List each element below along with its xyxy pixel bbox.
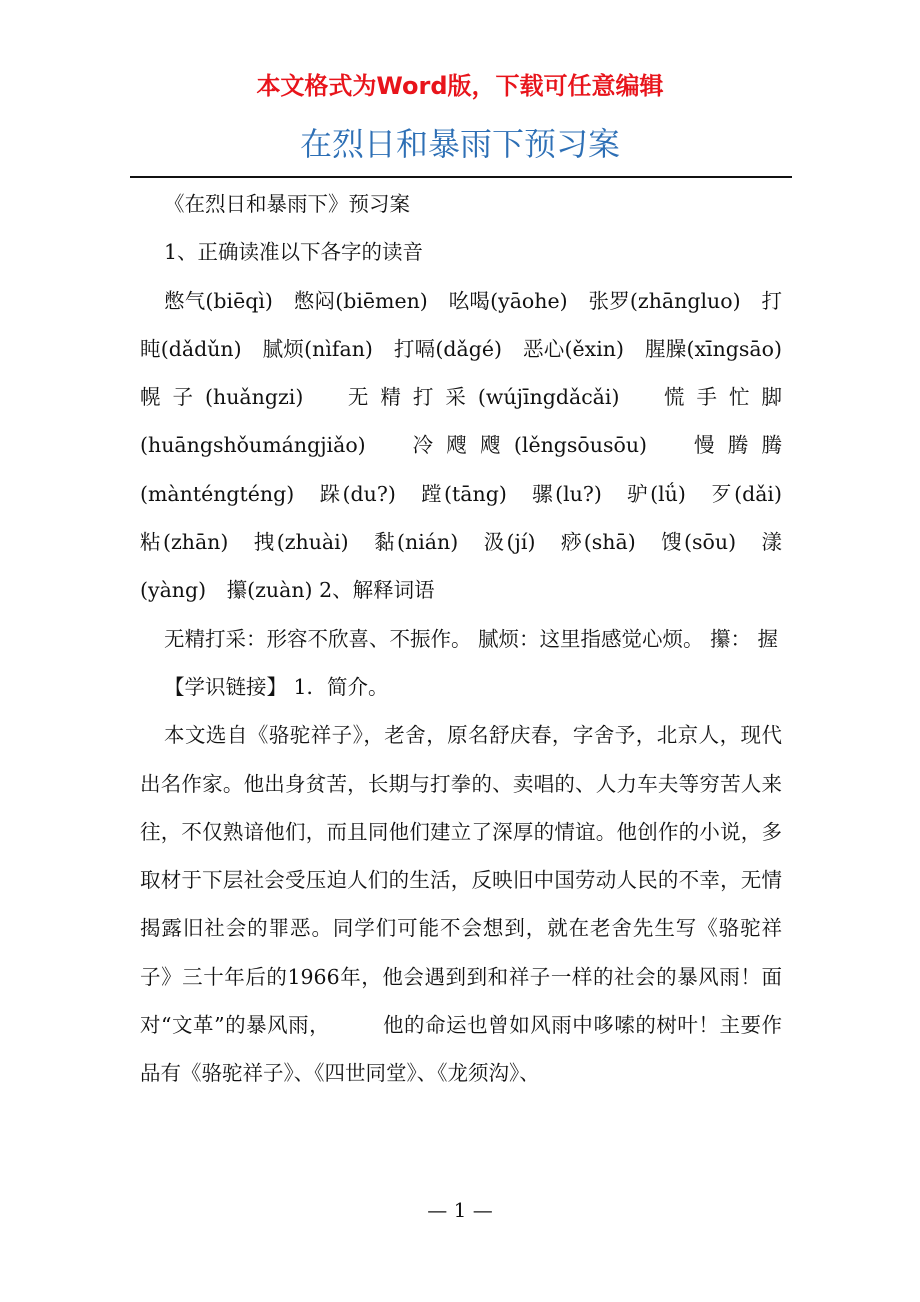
word-definitions: 无精打采：形容不欣喜、不振作。 腻烦：这里指感觉心烦。 攥： 握 [164,626,779,651]
download-banner: 本文格式为Word版，下载可任意编辑 [256,72,664,100]
page-number: — 1 — [427,1198,493,1222]
author-introduction: 本文选自《骆驼祥子》，老舍，原名舒庆春，字舍予，北京人，现代出名作家。他出身贫苦，长期与打拳的、卖唱的、人力车夫等穷苦人来往，不仅熟谙他们，而且同他们建立了深厚的情谊。他创作的小说，多取材于下层社会受压迫人们的生活，反映旧中国劳动人民的不幸，无情揭露旧社会的罪恶。同学们可能不会想到，就在老舍先生写《骆驼祥子》三十年后的1966年，他会遇到到和祥子一样的社会的暴风雨！面对“文革”的暴风雨， 他的命运也曾如风雨中哆嗦的树叶！主要作品有《骆驼祥子》、《四世同堂》、《龙须沟》、 [140,723,782,1086]
document-body [140,180,803,1098]
exercise-heading: 1、正确读准以下各字的读音 [164,240,424,265]
pronunciation-list: 憋气(biēqì) 憋闷(biēmen) 吆喝(yāohe) 张罗(zhāngluo) 打盹(dǎdǔn) 腻烦(nìfan) 打嗝(dǎgé) 恶心(ěxin) 腥臊(xīngsāo) 幌子(huǎngzi) 无精打采(wújīngdǎcǎi) 慌手忙脚(huāngshǒumángjiǎo) 冷飕飕(lěngsōusōu) 慢腾腾(mànténgténg) 跺(du?) 蹚(tāng) 骡(lu?) 驴(lǘ) 歹(dǎi) 粘(zhān) 拽(zhuài) 黏(nián) 汲(jí) 痧(shā) 馊(sōu) 漾(yàng) 攥(zuàn) 2、解释词语 [140,288,803,603]
section-heading: 《在烈日和暴雨下》预习案 [164,192,410,216]
title-divider [130,176,792,178]
document-title: 在烈日和暴雨下预习案 [299,125,620,163]
knowledge-link-heading: 【学识链接】 1．简介。 [164,674,389,699]
